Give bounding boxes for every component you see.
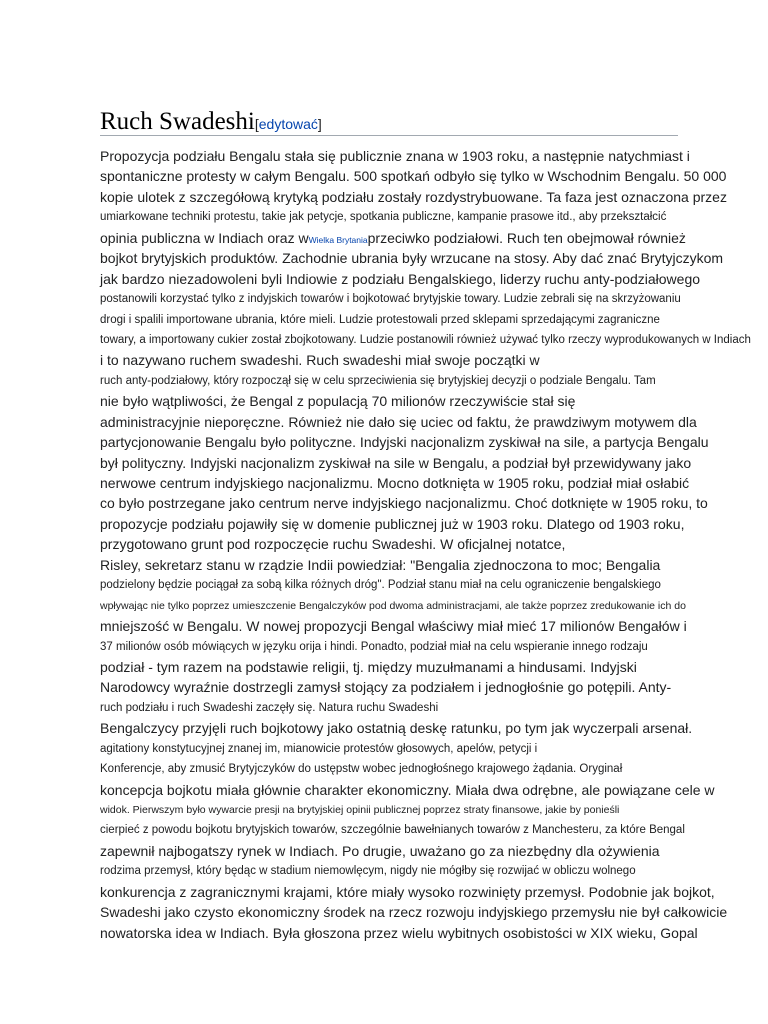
wielka-brytania-link[interactable]: Wielka Brytania xyxy=(308,234,368,245)
text-line: Bengalczycy przyjęli ruch bojkotowy jako ostatnią deskę ratunku, po tym jak wyczerpali arsenał. xyxy=(100,720,693,737)
text-line: umiarkowane techniki protestu, takie jak petycje, spotkania publiczne, kampanie prasowe itd., aby przekształcić xyxy=(100,211,667,224)
text-line: partycjonowanie Bengalu było polityczne. Indyjski nacjonalizm zyskiwał na sile, a partycja Bengalu xyxy=(100,434,709,451)
text-line: ruch podziału i ruch Swadeshi zaczęły się. Natura ruchu Swadeshi xyxy=(100,701,439,714)
text-line: Propozycja podziału Bengalu stała się publicznie znana w 1903 roku, a następnie natychmiast i xyxy=(100,148,690,164)
text-line: Konferencje, aby zmusić Brytyjczyków do ustępstw wobec jednogłośnego krajowego żądania. Oryginał xyxy=(100,763,623,776)
text-line: Risley, sekretarz stanu w rządzie Indii powiedział: "Bengalia zjednoczona to moc; Bengalia xyxy=(100,556,661,573)
edit-bracket-close: ] xyxy=(317,116,322,132)
article-body xyxy=(100,146,751,943)
text-line: Swadeshi jako czysto ekonomiczny środek na rzecz rozwoju indyjskiego przemysłu nie był całkowicie xyxy=(100,904,728,921)
text-line: drogi i spalili importowane ubrania, które mieli. Ludzie protestowali przed sklepami sprzedającymi zagraniczne xyxy=(100,313,660,326)
text-line: administracyjnie nieporęczne. Również nie dało się uciec od faktu, że prawdziwym motywem dla xyxy=(100,413,697,430)
page-title: Ruch Swadeshi xyxy=(100,108,255,135)
text-line: spontaniczne protesty w całym Bengalu. 500 spotkań odbyło się tylko w Wschodnim Bengalu. 50 000 xyxy=(100,168,727,185)
text-line: nerwowe centrum indyjskiego nacjonalizmu. Mocno dotknięta w 1905 roku, podział miał osłabić xyxy=(100,475,690,491)
text-line: wpływając nie tylko poprzez umieszczenie Bengalczyków pod dwoma administracjami, ale także poprzez zredukowanie ich do xyxy=(100,599,686,612)
text-line: kopie ulotek z szczegółową krytyką podziału zostały rozdystrybuowane. Ta faza jest oznaczona przez xyxy=(100,188,727,205)
edit-link[interactable]: edytować xyxy=(258,116,318,132)
text-line: podzielony będzie pociągał za sobą kilka różnych dróg". Podział stanu miał na celu ograniczenie bengalskiego xyxy=(100,579,661,592)
text-line: podział - tym razem na podstawie religii, tj. między muzułmanami a hindusami. Indyjski xyxy=(100,658,637,675)
text-line: towary, a importowany cukier został zbojkotowany. Ludzie postanowili również używać tylko rzeczy wyprodukowanych w Indiach xyxy=(100,333,751,346)
text-line: bojkot brytyjskich produktów. Zachodnie ubrania były wrzucane na stosy. Aby dać znać Brytyjczykom xyxy=(100,250,724,267)
text-line: zapewnił najbogatszy rynek w Indiach. Po drugie, uważano go za niezbędny dla ożywienia xyxy=(100,842,660,859)
text-line: i to nazywano ruchem swadeshi. Ruch swadeshi miał swoje początki w xyxy=(100,352,540,369)
text-line: konkurencja z zagranicznymi krajami, które miały wysoko rozwinięty przemysł. Podobnie jak bojkot, xyxy=(100,883,715,900)
text-line xyxy=(100,228,720,248)
text-line: propozycje podziału pojawiły się w domenie publicznej już w 1903 roku. Dlatego od 1903 roku, xyxy=(100,515,685,532)
text-line: widok. Pierwszym było wywarcie presji na brytyjskiej opinii publicznej poprzez straty finansowe, jakie by ponieśli xyxy=(100,804,620,816)
text-line: koncepcja bojkotu miała głównie charakter ekonomiczny. Miała dwa odrębne, ale powiązane cele w xyxy=(100,781,715,798)
text-line: 37 milionów osób mówiących w języku orija i hindi. Ponadto, podział miał na celu wspieranie innego rodzaju xyxy=(100,640,648,653)
text-line: przygotowano grunt pod rozpoczęcie ruchu Swadeshi. W oficjalnej notatce, xyxy=(100,536,566,553)
text-line: cierpieć z powodu bojkotu brytyjskich towarów, szczególnie bawełnianych towarów z Manchesteru, za które Bengal xyxy=(100,824,685,837)
text-line: mniejszość w Bengalu. W nowej propozycji Bengal właściwy miał mieć 17 milionów Bengałów i xyxy=(100,618,687,635)
text-line: jak bardzo niezadowoleni byli Indiowie z podziału Bengalskiego, liderzy ruchu anty-podziałowego xyxy=(100,270,701,287)
edit-bracket-open: [ xyxy=(254,116,259,132)
text-line: był polityczny. Indyjski nacjonalizm zyskiwał na sile w Bengalu, a podział był przewidywany jako xyxy=(100,454,692,471)
section-heading xyxy=(100,108,678,136)
text-line: agitationy konstytucyjnej znanej im, mianowicie protestów głosowych, apelów, petycji i xyxy=(100,742,538,755)
text-line: co było postrzegane jako centrum nerve indyjskiego nacjonalizmu. Choć dotknięte w 1905 roku, to xyxy=(100,495,708,512)
text-line: postanowili korzystać tylko z indyjskich towarów i bojkotować brytyjskie towary. Ludzie zebrali się na skrzyżowaniu xyxy=(100,293,681,306)
edit-section xyxy=(255,116,322,132)
text-line: rodzima przemysł, który będąc w stadium niemowlęcym, nigdy nie mógłby się rozwijać w obliczu wolnego xyxy=(100,865,636,878)
text-line: nie było wątpliwości, że Bengal z populacją 70 milionów rzeczywiście stał się xyxy=(100,393,576,410)
text-segment: opinia publiczna w Indiach oraz w xyxy=(100,229,309,246)
text-line: nowatorska idea w Indiach. Była głoszona przez wielu wybitnych osobistości w XIX wieku, Gopal xyxy=(100,924,698,941)
text-line: ruch anty-podziałowy, który rozpoczął się w celu sprzeciwienia się brytyjskiej decyzji o podziale Bengalu. Tam xyxy=(100,374,656,387)
text-segment: przeciwko podziałowi. Ruch ten obejmował również xyxy=(367,229,686,246)
text-line: Narodowcy wyraźnie dostrzegli zamysł stojący za podziałem i jednogłośnie go potępili. Anty- xyxy=(100,679,672,696)
